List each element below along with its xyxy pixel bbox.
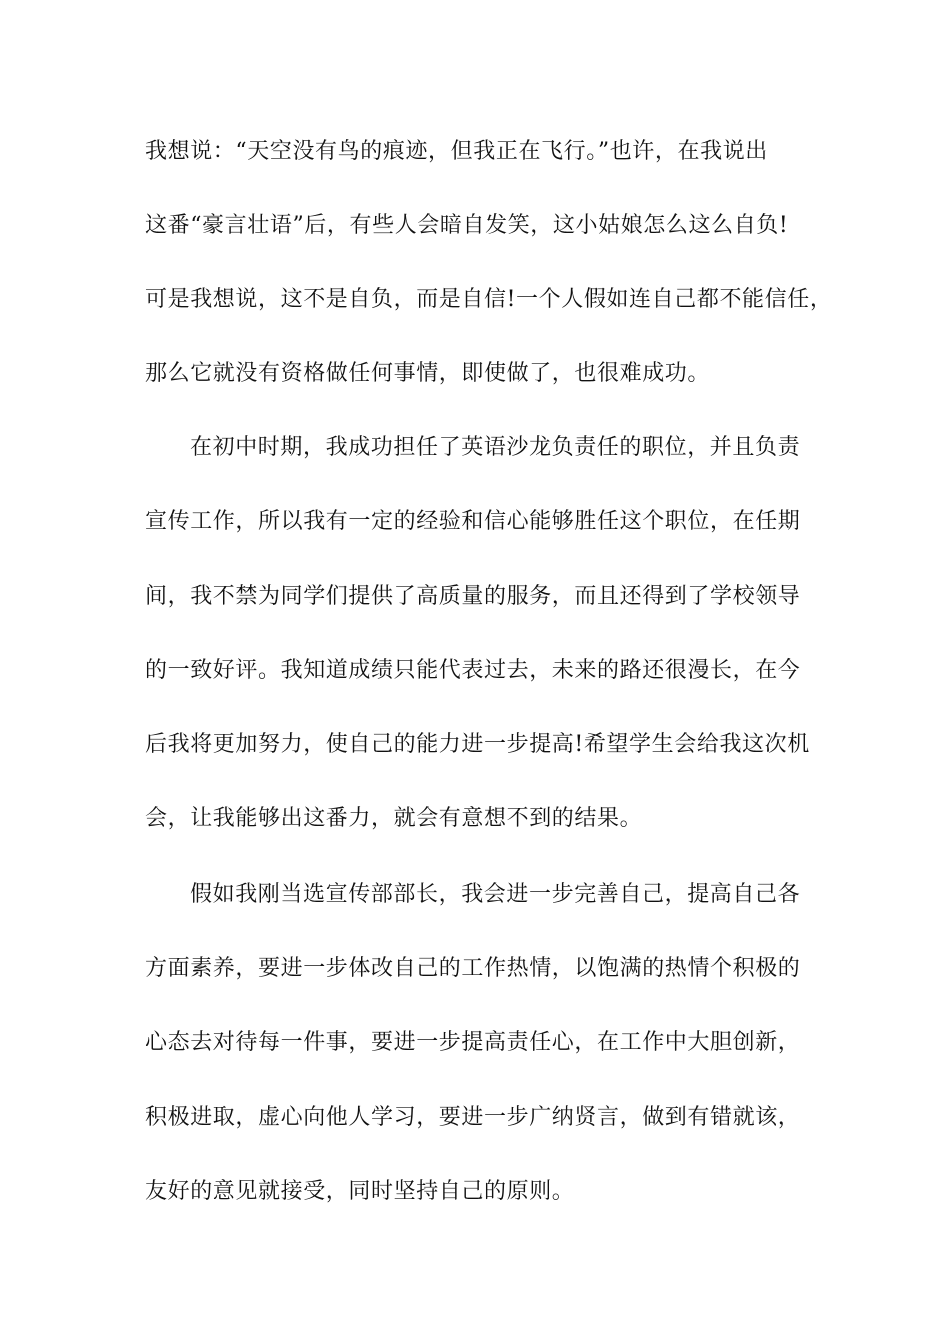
paragraph-2-line-3: 间，我不禁为同学们提供了高质量的服务，而且还得到了学校领导 [145, 584, 801, 609]
paragraph-1-line-2: 这番“豪言壮语”后，有些人会暗自发笑，这小姑娘怎么这么自负! [145, 213, 789, 238]
paragraph-2-line-6: 会，让我能够出这番力，就会有意想不到的结果。 [145, 806, 643, 831]
paragraph-3-line-3: 心态去对待每一件事，要进一步提高责任心，在工作中大胆创新， [145, 1030, 801, 1055]
paragraph-2-line-4: 的一致好评。我知道成绩只能代表过去，未来的路还很漫长，在今 [145, 658, 801, 683]
paragraph-3-line-4: 积极进取，虚心向他人学习，要进一步广纳贤言，做到有错就该， [145, 1105, 801, 1130]
paragraph-3-line-2: 方面素养，要进一步体改自己的工作热情，以饱满的热情个积极的 [145, 956, 801, 981]
paragraph-3-line-1: 假如我刚当选宣传部部长，我会进一步完善自己，提高自己各 [190, 882, 801, 907]
paragraph-1-line-4: 那么它就没有资格做任何事情，即使做了，也很难成功。 [145, 361, 711, 386]
paragraph-1-line-1: 我想说：“天空没有鸟的痕迹，但我正在飞行。”也许，在我说出 [145, 139, 768, 164]
paragraph-1-line-3: 可是我想说，这不是自负，而是自信!一个人假如连自己都不能信任， [145, 287, 833, 312]
paragraph-2-line-2: 宣传工作，所以我有一定的经验和信心能够胜任这个职位，在任期 [145, 509, 801, 534]
paragraph-3-line-5: 友好的意见就接受，同时坚持自己的原则。 [145, 1179, 575, 1204]
paragraph-2-line-1: 在初中时期，我成功担任了英语沙龙负责任的职位，并且负责 [190, 435, 801, 460]
paragraph-2-line-5: 后我将更加努力，使自己的能力进一步提高!希望学生会给我这次机 [145, 732, 810, 757]
